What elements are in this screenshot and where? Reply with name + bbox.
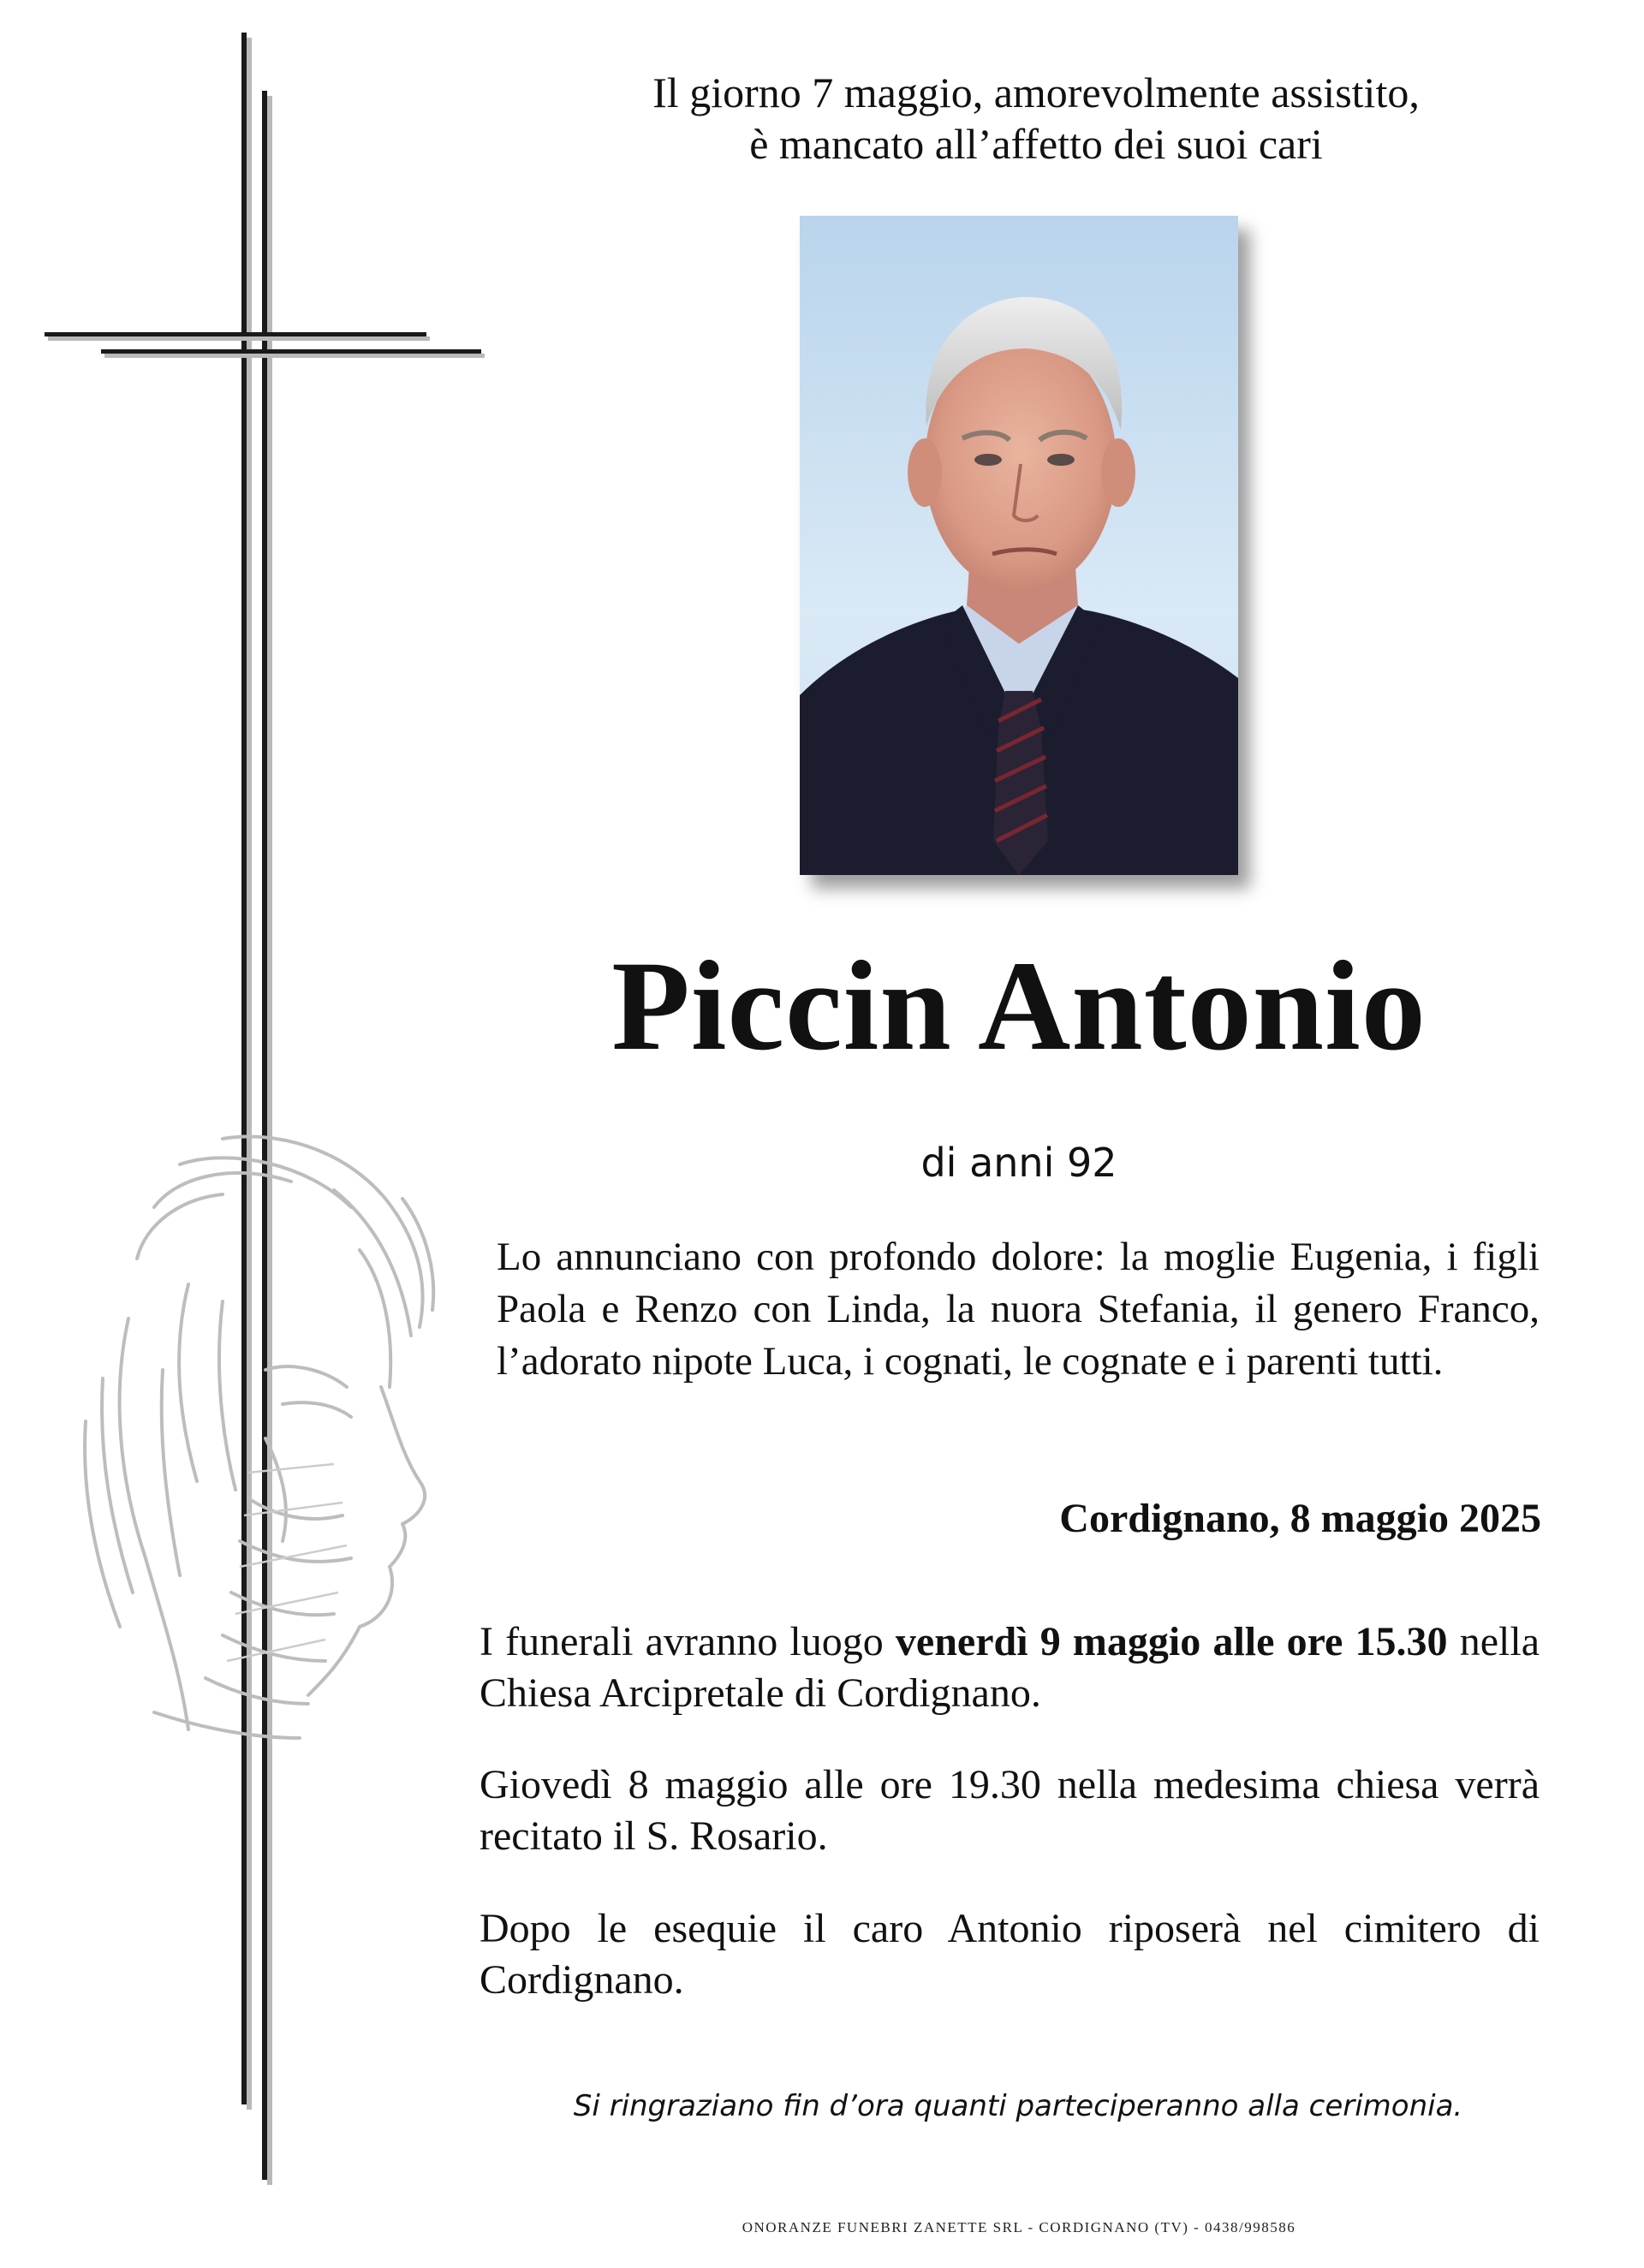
intro-line-2: è mancato all’affetto dei suoi cari — [749, 120, 1323, 168]
portrait-image — [800, 216, 1238, 875]
thanks-note: Si ringraziano fin d’ora quanti parteciperanno alla cerimonia. — [573, 2089, 1463, 2123]
intro-line-1: Il giorno 7 maggio, amorevolmente assistito, — [652, 68, 1420, 116]
christ-sketch-image — [51, 1113, 445, 1764]
funeral-location: nella Chiesa Arcipretale di Cordignano. — [480, 1619, 1540, 1716]
intro-text — [548, 67, 1524, 170]
deceased-name: Piccin Antonio — [611, 935, 1427, 1077]
portrait-photo — [800, 216, 1238, 875]
funeral-intro: I funerali avranno luogo — [480, 1619, 884, 1664]
announcement-text: Lo annunciano con profondo dolore: la moglie Eugenia, i figli Paola e Renzo con Linda, la nuora Stefania, il genero Franco, l’adorato nipote Luca, i cognati, le cognate e i parenti tutti. — [497, 1235, 1540, 1384]
place-date: Cordignano, 8 maggio 2025 — [1059, 1496, 1541, 1541]
burial-info: Dopo le esequie il caro Antonio riposerà nel cimitero di Cordignano. — [480, 1906, 1540, 2003]
funeral-date-time: venerdì 9 maggio alle ore 15.30 — [895, 1619, 1448, 1664]
funeral-info — [480, 1616, 1540, 1719]
deceased-age: di anni 92 — [920, 1140, 1117, 1186]
rosary-info: Giovedì 8 maggio alle ore 19.30 nella medesima chiesa verrà recitato il S. Rosario. — [480, 1762, 1540, 1859]
funeral-home-footer: ONORANZE FUNEBRI ZANETTE SRL - CORDIGNANO (TV) - 0438/998586 — [742, 2219, 1296, 2235]
